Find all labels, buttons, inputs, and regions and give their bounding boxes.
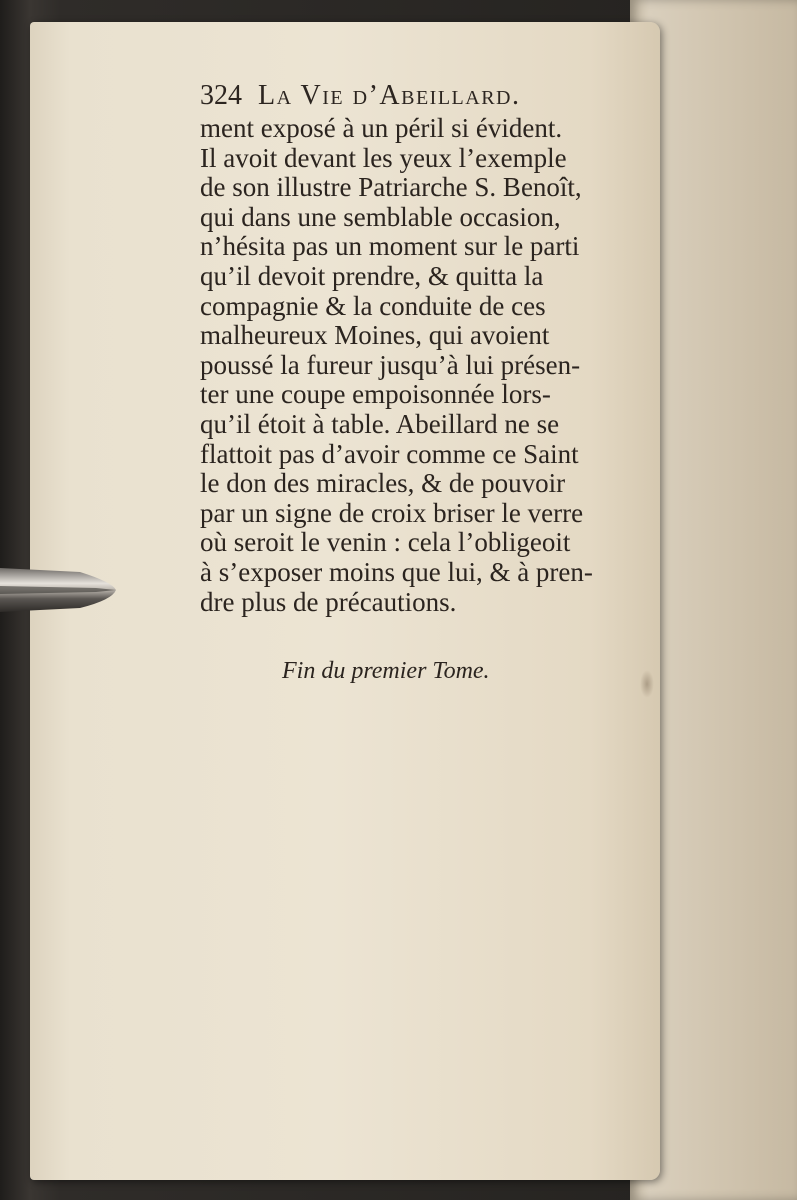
running-header — [200, 80, 600, 112]
running-title: La Vie d’Abeillard. — [258, 80, 521, 111]
text-line: ment exposé à un péril si évident. — [200, 113, 563, 143]
text-line: compagnie & la conduite de ces — [200, 290, 546, 321]
text-line: poussé la fureur jusqu’à lui présen- — [200, 349, 581, 380]
body-text — [200, 114, 620, 617]
text-line: qu’il étoit à table. Abeillard ne se — [200, 408, 560, 439]
text-line: par un signe de croix briser le verre — [200, 497, 584, 528]
text-line: de son illustre Patriarche S. Benoît, — [200, 172, 582, 203]
text-line: qui dans une semblable occasion, — [200, 201, 561, 232]
text-line: à s’exposer moins que lui, & à pren- — [200, 556, 593, 587]
text-line: qu’il devoit prendre, & quitta la — [200, 260, 544, 291]
text-line: flattoit pas d’avoir comme ce Saint — [200, 438, 579, 469]
end-of-volume-note: Fin du premier Tome. — [282, 658, 490, 684]
paper-stain — [640, 670, 654, 698]
page-number: 324 — [200, 80, 242, 111]
text-line: où seroit le venin : cela l’obligeoit — [200, 527, 571, 558]
text-line: Il avoit devant les yeux l’exemple — [200, 142, 567, 173]
text-line: dre plus de précautions. — [200, 586, 457, 617]
metal-page-clip-icon — [0, 560, 118, 620]
text-line: ter une coupe empoisonnée lors- — [200, 379, 551, 410]
text-line: n’hésita pas un moment sur le parti — [200, 231, 580, 262]
text-line: malheureux Moines, qui avoient — [200, 320, 550, 351]
text-line: le don des miracles, & de pouvoir — [200, 468, 566, 499]
